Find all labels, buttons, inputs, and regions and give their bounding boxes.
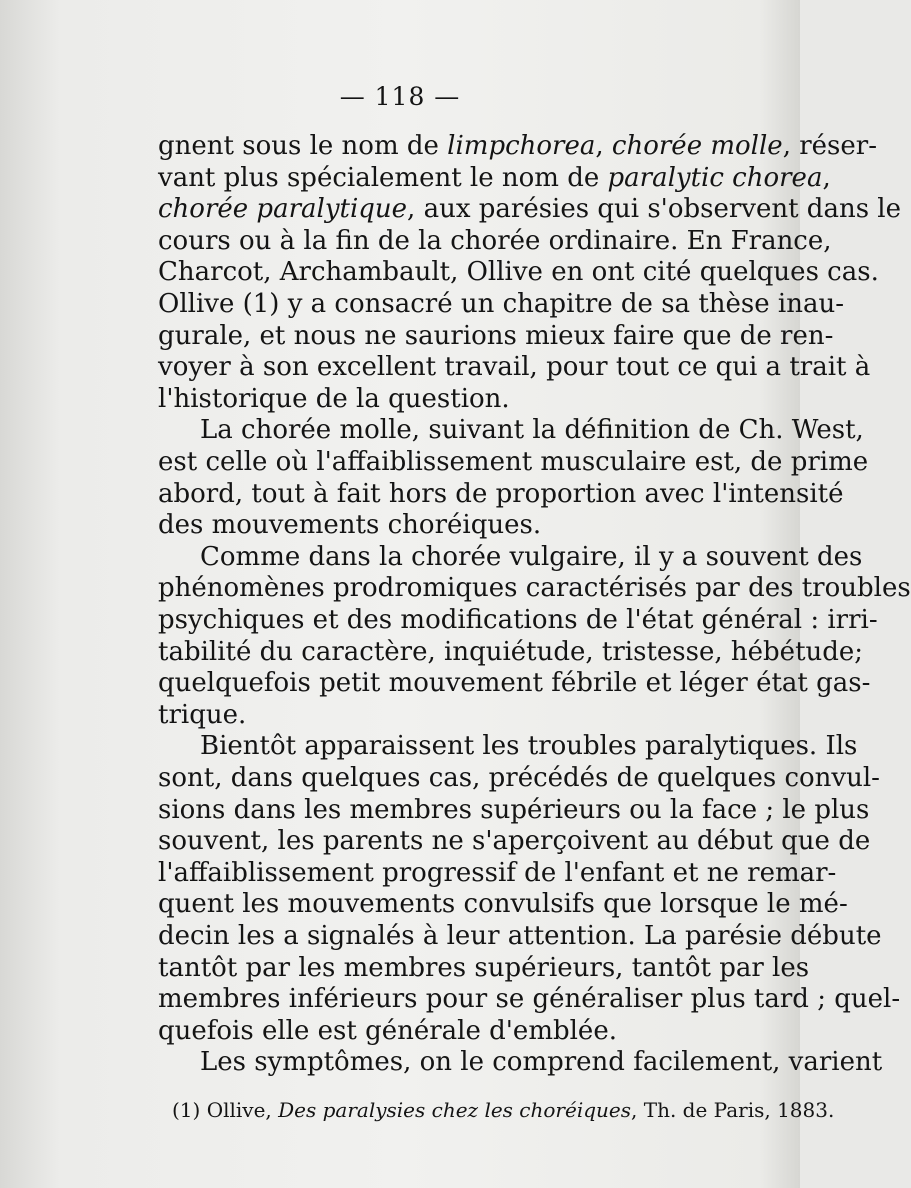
italic-text: chorée molle bbox=[611, 131, 783, 161]
text-run: La chorée molle, suivant la définition de Ch. West, bbox=[200, 415, 864, 446]
text-run: quent les mouvements convulsifs que lorsque le mé- bbox=[158, 889, 848, 920]
text-line bbox=[158, 920, 882, 952]
text-line bbox=[158, 604, 878, 636]
footnote-title: Des paralysies chez les choréiques bbox=[278, 1098, 632, 1122]
text-line bbox=[158, 636, 864, 668]
text-line bbox=[200, 414, 864, 446]
text-line bbox=[158, 825, 871, 857]
text-line bbox=[158, 794, 870, 826]
text-run: trique. bbox=[158, 699, 247, 730]
text-run: voyer à son excellent travail, pour tout ce qui a trait à bbox=[158, 352, 871, 383]
text-run: est celle où l'affaiblissement musculaire est, de prime bbox=[158, 447, 869, 477]
text-run: abord, tout à fait hors de proportion avec l'intensité bbox=[158, 478, 844, 509]
text-run: tantôt par les membres supérieurs, tantôt par les bbox=[158, 952, 810, 983]
text-line bbox=[158, 509, 710, 541]
text-line bbox=[158, 446, 869, 478]
text-line bbox=[158, 288, 844, 320]
text-run: , bbox=[822, 162, 831, 193]
footnote-text: , Th. de Paris, 1883. bbox=[631, 1098, 835, 1122]
italic-text: paralytic chorea bbox=[607, 162, 823, 193]
text-run: Charcot, Archambault, Ollive en ont cité quelques cas. bbox=[158, 257, 879, 288]
footnote bbox=[172, 1098, 835, 1122]
text-line bbox=[158, 162, 831, 194]
text-line bbox=[158, 699, 710, 731]
text-line bbox=[158, 762, 880, 794]
page-number: — 118 — bbox=[339, 82, 461, 111]
text-run: l'affaiblissement progressif de l'enfant et ne remar- bbox=[158, 857, 837, 888]
text-run: Comme dans la chorée vulgaire, il y a souvent des bbox=[200, 541, 863, 572]
text-line bbox=[200, 1046, 883, 1078]
text-run: sions dans les membres supérieurs ou la face ; le plus bbox=[158, 794, 870, 825]
text-line bbox=[158, 1015, 710, 1047]
text-run: phénomènes prodromiques caractérisés par des troubles bbox=[158, 573, 911, 604]
text-run: des mouvements choréiques. bbox=[158, 510, 542, 541]
text-run: l'historique de la question. bbox=[158, 383, 510, 414]
text-line bbox=[158, 256, 879, 288]
text-run: vant plus spécialement le nom de bbox=[158, 162, 608, 193]
text-run: Les symptômes, on le comprend facilement, varient bbox=[200, 1047, 883, 1078]
text-run: cours ou à la fin de la chorée ordinaire. En France, bbox=[158, 225, 832, 256]
text-run: gurale, et nous ne saurions mieux faire que de ren- bbox=[158, 320, 834, 351]
text-line bbox=[158, 667, 871, 699]
text-line bbox=[158, 983, 901, 1015]
text-run: quefois elle est générale d'emblée. bbox=[158, 1015, 617, 1046]
text-line bbox=[200, 541, 863, 573]
text-line bbox=[158, 857, 837, 889]
text-line bbox=[158, 193, 902, 225]
text-line bbox=[158, 383, 710, 415]
text-run: membres inférieurs pour se généraliser plus tard ; quel- bbox=[158, 984, 901, 1015]
text-run: Ollive (1) y a consacré un chapitre de sa thèse inau- bbox=[158, 289, 844, 319]
text-run: , réser- bbox=[782, 131, 877, 161]
footnote-text: (1) Ollive, bbox=[172, 1098, 279, 1122]
text-line bbox=[158, 572, 911, 604]
text-line bbox=[158, 952, 810, 984]
text-run: decin les a signalés à leur attention. La parésie débute bbox=[158, 921, 882, 951]
text-run: sont, dans quelques cas, précédés de quelques convul- bbox=[158, 763, 880, 793]
text-line bbox=[158, 351, 871, 383]
text-line bbox=[158, 225, 832, 257]
italic-text: chorée paralytique bbox=[158, 194, 408, 225]
italic-text: limpchorea bbox=[447, 131, 596, 161]
text-line bbox=[200, 730, 858, 762]
text-run: quelquefois petit mouvement fébrile et léger état gas- bbox=[158, 668, 871, 699]
text-line bbox=[158, 888, 848, 920]
text-run: , bbox=[595, 131, 612, 161]
text-run: gnent sous le nom de bbox=[158, 131, 448, 161]
text-run: Bientôt apparaissent les troubles paralytiques. Ils bbox=[200, 731, 858, 762]
text-run: psychiques et des modifications de l'état général : irri- bbox=[158, 605, 878, 635]
text-run: tabilité du caractère, inquiétude, tristesse, hébétude; bbox=[158, 636, 864, 667]
text-line bbox=[158, 320, 834, 352]
text-run: souvent, les parents ne s'aperçoivent au début que de bbox=[158, 826, 871, 857]
text-run: , aux parésies qui s'observent dans le bbox=[407, 194, 902, 225]
text-line bbox=[158, 478, 844, 510]
text-line bbox=[158, 130, 877, 162]
